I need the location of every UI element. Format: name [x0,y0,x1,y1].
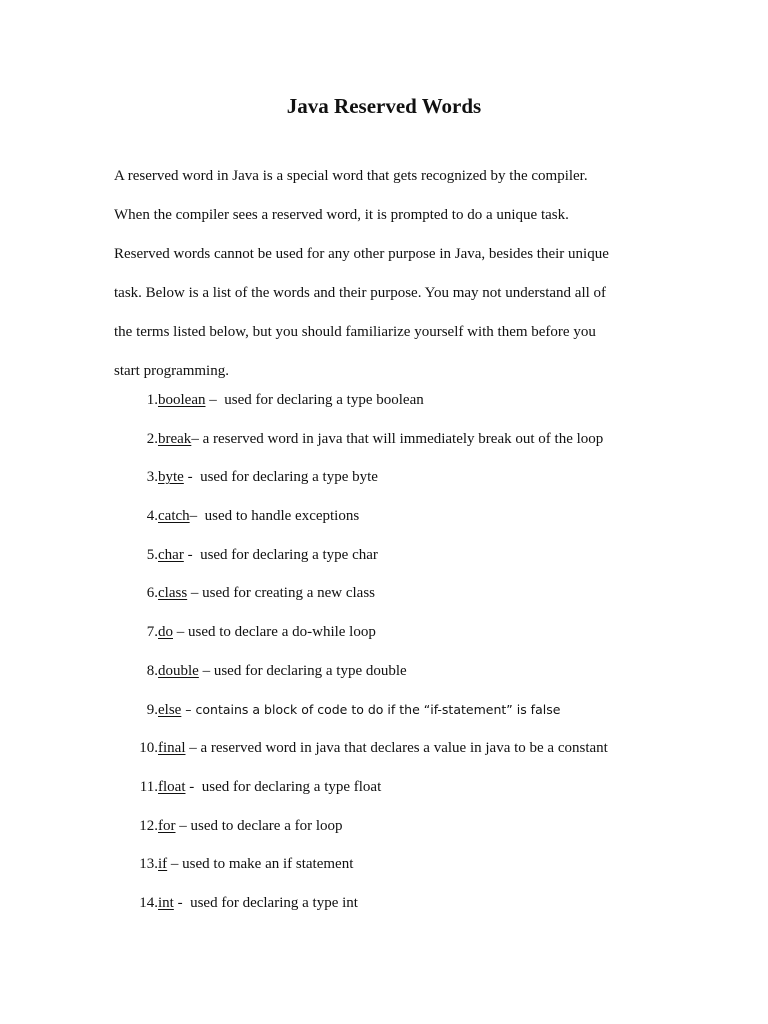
item-term: class [158,585,188,602]
item-separator: – [167,856,183,873]
item-number: 5. [146,546,158,563]
list-item [130,465,750,504]
item-separator: – [187,585,203,602]
item-separator: – [189,508,205,525]
item-description: a reserved word in java that declares a value in java to be a constant [200,740,608,757]
item-number: 14. [139,894,158,911]
item-term: final [158,740,186,757]
intro-line: start programming. [114,363,229,379]
item-separator: – [191,430,203,447]
item-number: 10. [139,740,158,757]
item-number: 8. [146,662,158,679]
item-separator: - [173,894,191,911]
item-description: used to declare a do-while loop [188,624,376,641]
item-separator: – [185,740,201,757]
item-term: catch [158,508,190,525]
list-item [130,891,750,930]
list-item [130,852,750,891]
item-number: 1. [146,392,158,408]
intro-line: When the compiler sees a reserved word, it is prompted to do a unique task. [114,207,569,223]
list-item [130,698,750,737]
list-item [130,504,750,543]
item-description: used to declare a for loop [190,817,343,834]
item-separator: – [181,701,196,717]
item-description: used for declaring a type byte [200,469,378,486]
item-number: 13. [139,856,158,873]
item-term: float [158,778,186,795]
item-number: 11. [139,778,158,795]
item-term: double [158,662,199,679]
reserved-word-list [130,388,750,930]
item-number: 6. [146,585,158,602]
list-item [130,620,750,659]
item-description: used for declaring a type double [213,662,407,679]
item-separator: – [175,817,191,834]
item-term: break [158,430,192,447]
item-number: 9. [146,701,158,718]
item-term: if [158,856,168,873]
item-separator: – [198,662,214,679]
item-number: 12. [139,817,158,834]
list-item [130,543,750,582]
list-item [130,775,750,814]
list-item [130,427,750,466]
item-term: else [158,701,182,718]
list-item [130,814,750,853]
item-term: byte [158,469,184,486]
item-separator: - [185,778,202,795]
list-item [130,736,750,775]
list-item [130,581,750,620]
item-number: 4. [146,508,158,525]
item-separator: – [173,624,188,641]
intro-line: task. Below is a list of the words and their purpose. You may not understand all of [114,285,607,301]
item-description: used for declaring a type boolean [224,392,424,408]
item-term: for [158,817,176,834]
list-item [130,659,750,698]
item-term: do [158,624,173,641]
item-description: used to handle exceptions [204,508,360,525]
item-number: 2. [146,430,158,447]
item-description: used for creating a new class [202,585,376,602]
item-description: used to make an if statement [182,856,354,873]
item-number: 7. [146,624,158,641]
item-term: boolean [158,392,206,408]
item-description: used for declaring a type float [201,778,382,795]
intro-line: the terms listed below, but you should familiarize yourself with them before you [114,324,596,340]
item-term: int [158,894,174,911]
item-separator: - [183,546,201,563]
list-item [130,388,750,427]
item-description: a reserved word in java that will immediately break out of the loop [202,430,604,447]
item-description: used for declaring a type int [190,894,358,911]
intro-line: A reserved word in Java is a special word that gets recognized by the compiler. [114,168,588,184]
item-separator: – [205,392,225,408]
item-term: char [158,546,184,563]
item-description: used for declaring a type char [200,546,378,563]
item-separator: - [183,469,201,486]
item-number: 3. [146,469,158,486]
intro-paragraph [114,157,714,391]
item-description: contains a block of code to do if the “if-statement” is false [195,701,561,717]
intro-line: Reserved words cannot be used for any other purpose in Java, besides their unique [114,246,609,262]
page-title: Java Reserved Words [286,94,482,118]
